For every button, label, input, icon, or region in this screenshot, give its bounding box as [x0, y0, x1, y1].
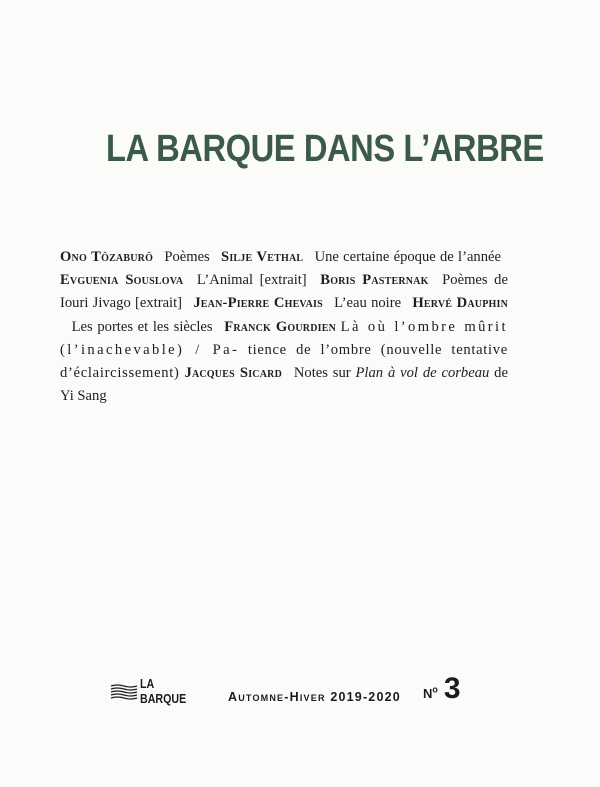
toc-author: Evguenia Souslova: [60, 272, 184, 289]
toc-work: Poèmes de Iouri Jivago [extrait]: [60, 272, 508, 312]
toc-work: L’eau noire: [334, 295, 402, 312]
toc-work: L’Animal [extrait]: [196, 272, 307, 289]
toc-work: de Yi Sang: [60, 365, 508, 405]
toc-author: Jean-Pierre Chevais: [193, 295, 323, 312]
toc-work: Une certaine époque de l’année: [314, 249, 501, 265]
publisher-name-line: LA: [140, 676, 155, 691]
waves-icon: [110, 684, 138, 700]
publisher-logo: [110, 676, 190, 710]
issue-sup: o: [432, 684, 438, 695]
toc-work-title: Plan à vol de corbeau: [355, 365, 490, 382]
toc-author: Ono Tôzaburô: [60, 249, 154, 265]
table-of-contents: [60, 246, 508, 408]
toc-work: Là où l’ombre mûrit (l’inachevable) / Pa-: [60, 318, 508, 358]
issue-number-value: 3: [443, 672, 461, 705]
toc-author: Franck Gourdien: [224, 318, 337, 335]
toc-author: Hervé Dauphin: [412, 295, 509, 312]
publisher-name-line: BARQUE: [140, 691, 187, 706]
publisher-name: [140, 676, 189, 706]
toc-author: Jacques Sicard: [184, 365, 282, 382]
issue-number-label: [423, 686, 438, 701]
toc-author: Silje Vethal: [221, 249, 304, 265]
toc-work: Notes sur: [293, 365, 351, 382]
toc-author: Boris Pasternak: [320, 272, 429, 289]
issue-prefix: N: [423, 686, 433, 701]
magazine-title: LA BARQUE DANS L’ARBRE: [106, 128, 544, 170]
cover-footer: [0, 672, 600, 712]
issue-number: [423, 672, 461, 706]
toc-work: Poèmes: [164, 249, 210, 265]
toc-work: tience de l’ombre (nouvelle tentative d’éclaircissement): [60, 341, 508, 382]
toc-work: Les portes et les siècles: [71, 318, 213, 335]
issue-season: Automne-Hiver 2019-2020: [228, 690, 401, 704]
